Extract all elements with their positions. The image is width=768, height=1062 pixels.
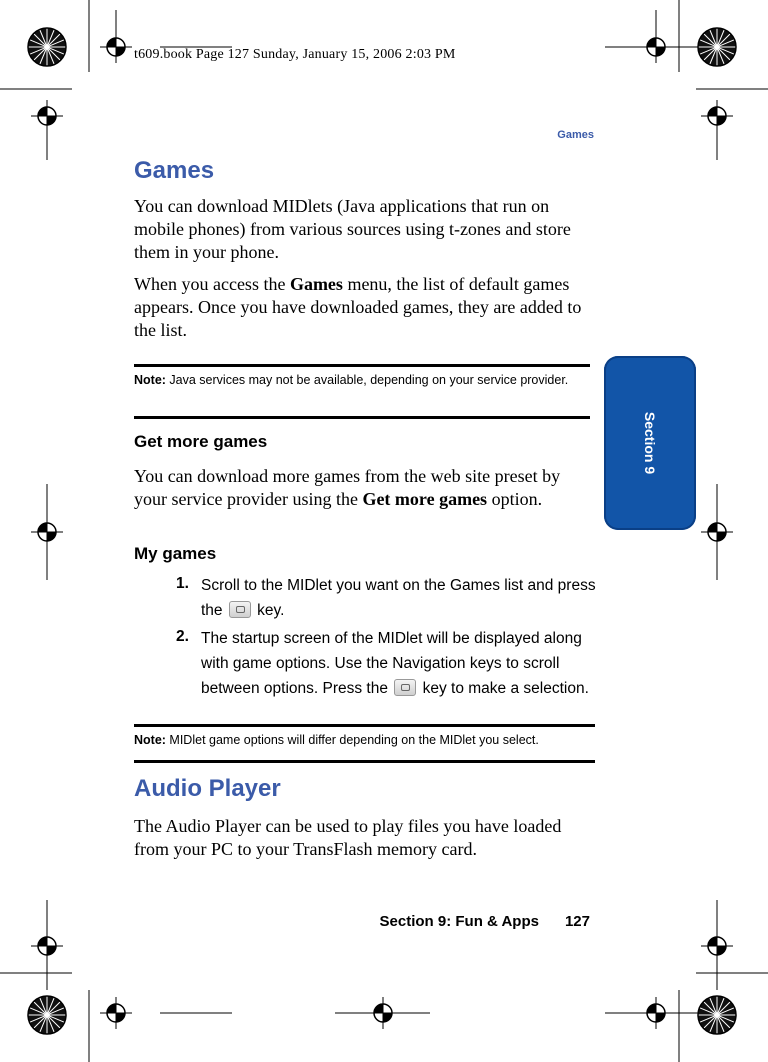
list-item-text-pre: Scroll to the MIDlet you want on the Games list and press the (201, 577, 596, 619)
list-item-text-pre: The startup screen of the MIDlet will be displayed along with game options. Use the Navigation keys to scroll between options. Press the (201, 630, 582, 697)
note-label: Note: (134, 733, 166, 747)
page-footer (380, 913, 590, 930)
get-more-pre: You can download more games from the web site preset by your service provider using the (134, 466, 561, 509)
ok-key-icon (229, 601, 251, 618)
list-item-text (201, 573, 601, 623)
audio-player-paragraph: The Audio Player can be used to play files you have loaded from your PC to your TransFlash memory card. (134, 816, 562, 859)
note-label: Note: (134, 373, 166, 387)
note-bottom-rule (134, 416, 590, 419)
games-paragraph-2-pre: When you access the (134, 274, 290, 294)
ok-key-icon (394, 679, 416, 696)
note-bottom-rule (134, 760, 595, 763)
my-games-heading: My games (134, 544, 217, 563)
note-text: Java services may not be available, depending on your service provider. (165, 373, 569, 387)
note-midlet (134, 733, 604, 747)
games-menu-name: Games (289, 274, 343, 294)
games-paragraph-1: You can download MIDlets (Java applications that run on mobile phones) from various sources using t-zones and store them in your phone. (134, 196, 571, 262)
note-text: MIDlet game options will differ depending on the MIDlet you select. (165, 733, 539, 747)
list-item-number: 2. (176, 628, 189, 645)
note-top-rule (134, 364, 590, 367)
get-more-games-paragraph (134, 465, 596, 511)
games-paragraph-2-post: menu, the list of default games appears. Once you have downloaded games, they are added to the list. (134, 274, 582, 340)
book-stamp: t609.book Page 127 Sunday, January 15, 2006 2:03 PM (134, 47, 456, 62)
audio-player-heading: Audio Player (134, 775, 281, 802)
page-number: 127 (564, 913, 590, 930)
list-item-text-post: key. (252, 602, 285, 619)
note-top-rule (134, 724, 595, 727)
section-tab-label: Section 9 (642, 411, 658, 475)
get-more-post: option. (487, 489, 543, 509)
games-paragraph-2 (134, 273, 596, 342)
list-item-number: 1. (176, 575, 189, 592)
get-more-option-name: Get more games (362, 489, 488, 509)
get-more-games-heading: Get more games (134, 432, 268, 451)
list-item-text-post: key to make a selection. (418, 680, 589, 697)
running-head: Games (557, 129, 594, 141)
section-tab (604, 356, 696, 530)
list-item-text (201, 626, 601, 701)
footer-section: Section 9: Fun & Apps (379, 913, 539, 930)
games-heading: Games (134, 157, 215, 184)
note-java (134, 373, 574, 387)
